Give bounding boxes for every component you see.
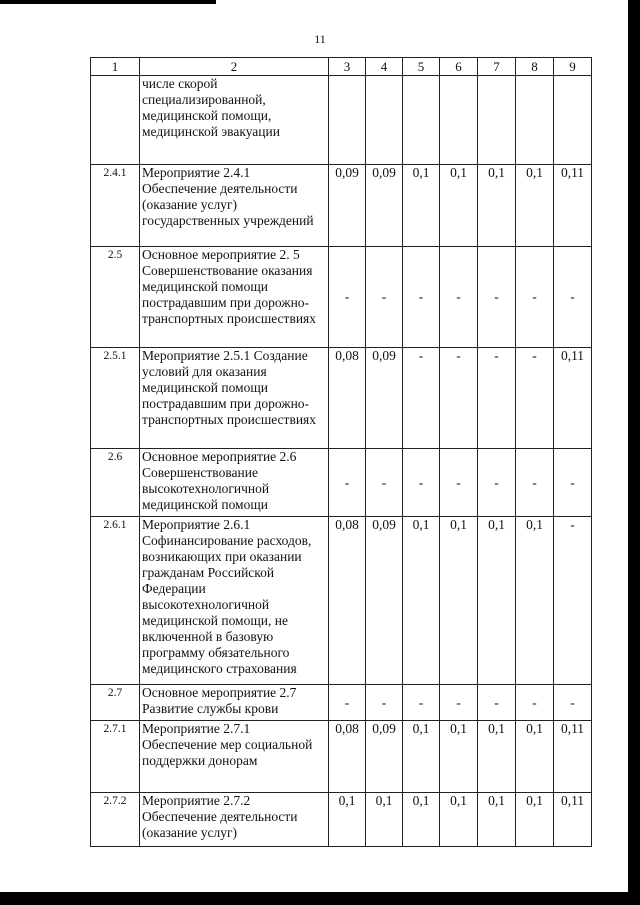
row-value: - <box>516 348 554 449</box>
row-value: - <box>329 685 366 721</box>
row-value: 0,08 <box>329 721 366 793</box>
row-value: - <box>440 685 478 721</box>
column-header: 9 <box>554 58 592 76</box>
row-name: Основное мероприятие 2.6 Совершенствование высокотехнологичной медицинской помощи <box>140 449 329 517</box>
column-header: 2 <box>140 58 329 76</box>
table-row <box>91 721 592 793</box>
row-value: - <box>554 247 592 348</box>
row-value <box>366 76 403 165</box>
row-name: Основное мероприятие 2. 5 Совершенствование оказания медицинской помощи пострадавшим при дорожно-транспортных происшествиях <box>140 247 329 348</box>
row-number <box>91 76 140 165</box>
row-number: 2.6.1 <box>91 517 140 685</box>
row-value: - <box>516 685 554 721</box>
row-value: 0,1 <box>516 793 554 847</box>
row-value <box>478 76 516 165</box>
row-value: 0,1 <box>366 793 403 847</box>
column-header: 7 <box>478 58 516 76</box>
row-value: - <box>554 449 592 517</box>
column-header: 6 <box>440 58 478 76</box>
row-value: 0,11 <box>554 721 592 793</box>
row-value: - <box>329 449 366 517</box>
row-value: 0,1 <box>478 793 516 847</box>
row-value: - <box>478 348 516 449</box>
row-value: 0,1 <box>516 721 554 793</box>
row-value: 0,11 <box>554 348 592 449</box>
row-value: 0,1 <box>440 165 478 247</box>
data-table <box>90 57 592 847</box>
scan-edge-bottom <box>0 892 640 905</box>
row-value: - <box>403 449 440 517</box>
scan-edge-top <box>0 0 216 4</box>
row-value: - <box>366 247 403 348</box>
row-value: - <box>440 247 478 348</box>
row-value: 0,09 <box>366 721 403 793</box>
row-value: 0,11 <box>554 793 592 847</box>
column-header: 5 <box>403 58 440 76</box>
row-value: - <box>440 449 478 517</box>
row-number: 2.5.1 <box>91 348 140 449</box>
row-name: Основное мероприятие 2.7 Развитие службы крови <box>140 685 329 721</box>
row-value: - <box>403 348 440 449</box>
row-value: - <box>516 449 554 517</box>
row-value <box>329 76 366 165</box>
table-row <box>91 76 592 165</box>
row-value: 0,08 <box>329 517 366 685</box>
table-row <box>91 449 592 517</box>
row-value: 0,08 <box>329 348 366 449</box>
row-value: - <box>440 348 478 449</box>
row-value: 0,1 <box>440 721 478 793</box>
row-value: - <box>366 449 403 517</box>
row-value <box>554 76 592 165</box>
column-header: 1 <box>91 58 140 76</box>
row-name: Мероприятие 2.7.1 Обеспечение мер социальной поддержки донорам <box>140 721 329 793</box>
row-value: 0,1 <box>403 165 440 247</box>
row-value: - <box>554 685 592 721</box>
row-value: 0,1 <box>403 721 440 793</box>
table-row <box>91 517 592 685</box>
table-row <box>91 793 592 847</box>
row-value: - <box>366 685 403 721</box>
table-row <box>91 348 592 449</box>
row-name: Мероприятие 2.7.2 Обеспечение деятельности (оказание услуг) <box>140 793 329 847</box>
row-name: Мероприятие 2.4.1 Обеспечение деятельности (оказание услуг) государственных учреждений <box>140 165 329 247</box>
row-value <box>516 76 554 165</box>
row-value: 0,1 <box>440 793 478 847</box>
row-value: - <box>554 517 592 685</box>
row-value: 0,09 <box>366 517 403 685</box>
row-value: 0,1 <box>440 517 478 685</box>
row-value: 0,1 <box>329 793 366 847</box>
row-value: - <box>478 247 516 348</box>
column-header: 3 <box>329 58 366 76</box>
row-value: - <box>403 247 440 348</box>
row-value: - <box>478 685 516 721</box>
column-header: 4 <box>366 58 403 76</box>
row-value <box>440 76 478 165</box>
page-number: 11 <box>314 32 326 46</box>
table-row <box>91 685 592 721</box>
row-number: 2.5 <box>91 247 140 348</box>
row-value: 0,09 <box>366 348 403 449</box>
row-value: 0,09 <box>366 165 403 247</box>
row-value: 0,11 <box>554 165 592 247</box>
row-value: - <box>403 685 440 721</box>
row-number: 2.7.1 <box>91 721 140 793</box>
row-value: - <box>478 449 516 517</box>
scan-edge-right <box>628 0 640 905</box>
row-name: числе скорой специализированной, медицинской помощи, медицинской эвакуации <box>140 76 329 165</box>
row-value <box>403 76 440 165</box>
row-value: - <box>516 247 554 348</box>
row-value: 0,09 <box>329 165 366 247</box>
table-header-row <box>91 58 592 76</box>
row-number: 2.7.2 <box>91 793 140 847</box>
row-value: - <box>329 247 366 348</box>
row-value: 0,1 <box>516 517 554 685</box>
row-value: 0,1 <box>403 517 440 685</box>
row-value: 0,1 <box>478 721 516 793</box>
table-row <box>91 247 592 348</box>
row-name: Мероприятие 2.5.1 Создание условий для оказания медицинской помощи пострадавшим при дорожно-транспортных происшествиях <box>140 348 329 449</box>
column-header: 8 <box>516 58 554 76</box>
row-value: 0,1 <box>478 165 516 247</box>
row-number: 2.6 <box>91 449 140 517</box>
row-value: 0,1 <box>478 517 516 685</box>
row-number: 2.4.1 <box>91 165 140 247</box>
row-name: Мероприятие 2.6.1 Софинансирование расходов, возникающих при оказании гражданам Российской Федерации высокотехнологичной медицинской помощи, не включенной в базовую программу обязательного медицинского страхования <box>140 517 329 685</box>
table-row <box>91 165 592 247</box>
row-value: 0,1 <box>403 793 440 847</box>
row-value: 0,1 <box>516 165 554 247</box>
row-number: 2.7 <box>91 685 140 721</box>
